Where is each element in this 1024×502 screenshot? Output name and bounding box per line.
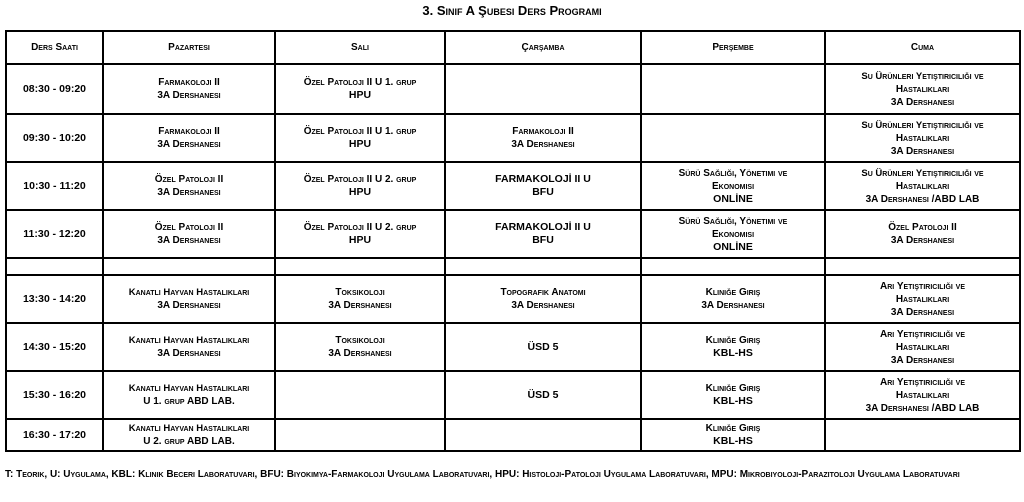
class-line: Farmakoloji II [512, 126, 574, 137]
class-line: ÜSD 5 [527, 388, 559, 401]
header-cell: Çarşamba [445, 31, 641, 64]
class-line: Toksikoloji [335, 335, 385, 346]
table-row [6, 258, 1020, 275]
class-cell [641, 114, 825, 162]
time-cell: 14:30 - 15:20 [6, 323, 103, 371]
class-line: 3A Dershanesi [328, 348, 392, 359]
time-cell: 15:30 - 16:20 [6, 371, 103, 419]
class-line: Özel Patoloji II [888, 222, 957, 233]
class-line: KBL-HS [713, 347, 753, 359]
class-cell [641, 162, 825, 210]
class-line: 3A Dershanesi [890, 145, 955, 157]
class-cell [445, 162, 641, 210]
class-line: HPU [348, 138, 372, 150]
class-cell [275, 64, 445, 114]
class-line: Kliniğe Giriş [705, 423, 761, 434]
class-cell [103, 114, 275, 162]
class-line: BFU [532, 186, 554, 198]
class-cell [641, 419, 825, 451]
class-cell [103, 419, 275, 451]
class-line: Kliniğe Giriş [705, 383, 761, 394]
table-row [6, 371, 1020, 419]
class-cell [275, 419, 445, 451]
class-cell [825, 114, 1020, 162]
class-cell [275, 162, 445, 210]
class-line: ONLİNE [713, 240, 753, 253]
class-cell [825, 210, 1020, 258]
class-line: 3A Dershanesi [157, 300, 221, 311]
class-line: 3A Dershanesi [157, 90, 221, 101]
class-line: Arı Yetiştiriciliği ve [880, 328, 965, 340]
class-line: Su Ürünleri Yetiştiriciliği ve [861, 70, 984, 82]
class-cell [641, 323, 825, 371]
class-line: Kliniğe Giriş [705, 335, 761, 346]
class-line: Hastalıkları [895, 293, 950, 305]
class-line: 3A Dershanesi [890, 354, 955, 366]
class-cell [825, 419, 1020, 451]
class-cell [445, 114, 641, 162]
class-cell [103, 64, 275, 114]
class-line: 3A Dershanesi [890, 96, 955, 108]
class-line: KBL-HS [713, 435, 753, 447]
table-row [6, 162, 1020, 210]
class-line: HPU [348, 234, 372, 246]
class-cell [825, 258, 1020, 275]
class-cell [641, 371, 825, 419]
class-line: Kanatlı Hayvan Hastalıkları [128, 423, 250, 434]
class-line: Özel Patoloji II [154, 222, 224, 233]
class-line: 3A Dershanesi [890, 235, 955, 246]
header-cell: Ders Saati [6, 31, 103, 64]
class-cell [103, 210, 275, 258]
class-line: Arı Yetiştiriciliği ve [880, 376, 965, 388]
class-cell [825, 64, 1020, 114]
class-line: HPU [348, 186, 372, 198]
class-line: 3A Dershanesi [328, 300, 392, 311]
class-line: Ekonomisi [711, 228, 755, 240]
table-row [6, 275, 1020, 323]
time-cell: 11:30 - 12:20 [6, 210, 103, 258]
time-cell: 10:30 - 11:20 [6, 162, 103, 210]
class-line: Su Ürünleri Yetiştiriciliği ve [861, 119, 984, 131]
header-cell: Pazartesi [103, 31, 275, 64]
class-cell [825, 323, 1020, 371]
class-line: 3A Dershanesi /ABD LAB [865, 402, 980, 414]
class-line: Özel Patoloji II U 2. grup [303, 174, 417, 185]
time-cell: 09:30 - 10:20 [6, 114, 103, 162]
class-line: Özel Patoloji II [154, 174, 224, 185]
class-line: Kanatlı Hayvan Hastalıkları [128, 383, 250, 394]
class-line: 3A Dershanesi /ABD LAB [865, 193, 980, 205]
class-line: Sürü Sağlığı, Yönetimi ve [678, 167, 788, 179]
class-cell [445, 64, 641, 114]
class-cell [825, 162, 1020, 210]
class-line: 3A Dershanesi [157, 235, 221, 246]
class-line: Hastalıkları [895, 180, 950, 192]
schedule-table [5, 30, 1021, 452]
class-line: Arı Yetiştiriciliği ve [880, 280, 965, 292]
class-cell [275, 258, 445, 275]
class-line: Kliniğe Giriş [705, 287, 761, 298]
class-cell [445, 275, 641, 323]
class-line: Özel Patoloji II U 2. grup [303, 222, 417, 233]
class-line: Toksikoloji [335, 287, 385, 298]
class-line: Hastalıkları [895, 341, 950, 353]
class-cell [103, 258, 275, 275]
class-line: Farmakoloji II [158, 77, 220, 88]
class-line: HPU [348, 89, 372, 101]
class-line: Kanatlı Hayvan Hastalıkları [128, 335, 250, 346]
class-cell [825, 371, 1020, 419]
page-title: 3. Sınıf A Şubesi Ders Programı [422, 3, 602, 18]
class-cell [103, 371, 275, 419]
header-cell: Salı [275, 31, 445, 64]
class-line: FARMAKOLOJİ II U [495, 221, 591, 233]
class-line: Su Ürünleri Yetiştiriciliği ve [861, 167, 984, 179]
class-line: Kanatlı Hayvan Hastalıkları [128, 287, 250, 298]
class-line: U 2. grup ABD LAB. [143, 436, 235, 447]
time-cell [6, 258, 103, 275]
class-line: 3A Dershanesi [511, 300, 575, 311]
class-cell [445, 258, 641, 275]
class-cell [103, 323, 275, 371]
class-line: 3A Dershanesi [157, 139, 221, 150]
header-row [6, 31, 1020, 64]
time-cell: 08:30 - 09:20 [6, 64, 103, 114]
class-cell [103, 162, 275, 210]
class-cell [275, 371, 445, 419]
class-cell [275, 323, 445, 371]
time-cell: 16:30 - 17:20 [6, 419, 103, 451]
class-cell [641, 64, 825, 114]
class-line: U 1. grup ABD LAB. [143, 396, 235, 407]
table-row [6, 114, 1020, 162]
class-line: 3A Dershanesi [157, 187, 221, 198]
header-cell: Cuma [825, 31, 1020, 64]
class-cell [275, 210, 445, 258]
class-line: 3A Dershanesi [511, 139, 575, 150]
class-line: 3A Dershanesi [701, 300, 765, 311]
class-line: ÜSD 5 [527, 340, 559, 353]
class-cell [445, 323, 641, 371]
class-line: Özel Patoloji II U 1. grup [303, 126, 417, 137]
class-line: KBL-HS [713, 395, 753, 407]
class-cell [275, 114, 445, 162]
class-line: FARMAKOLOJİ II U [495, 173, 591, 185]
class-line: Hastalıkları [895, 389, 950, 401]
class-cell [445, 419, 641, 451]
class-line: 3A Dershanesi [157, 348, 221, 359]
class-cell [445, 210, 641, 258]
class-cell [641, 275, 825, 323]
class-cell [275, 275, 445, 323]
class-line: BFU [532, 234, 554, 246]
class-line: 3A Dershanesi [890, 306, 955, 318]
class-line: Sürü Sağlığı, Yönetimi ve [678, 215, 788, 227]
class-line: Hastalıkları [895, 132, 950, 144]
table-row [6, 210, 1020, 258]
table-row [6, 64, 1020, 114]
class-cell [641, 258, 825, 275]
class-cell [641, 210, 825, 258]
class-cell [825, 275, 1020, 323]
header-cell: Perşembe [641, 31, 825, 64]
class-line: Farmakoloji II [158, 126, 220, 137]
legend: T: Teorik, U: Uygulama, KBL: Klinik Beceri Laboratuvarı, BFU: Biyokimya-Farmakoloji Uygulama Laboratuvarı, HPU: Histoloji-Patoloji Uygulama Laboratuvarı, MPU: Mikrobiyoloji-Parazitoloji Uygulama Laboratuvarı [5, 469, 960, 480]
table-row [6, 323, 1020, 371]
class-line: Ekonomisi [711, 180, 755, 192]
class-line: ONLİNE [713, 192, 753, 205]
class-cell [445, 371, 641, 419]
class-line: Özel Patoloji II U 1. grup [303, 77, 417, 88]
class-line: Topografik Anatomi [500, 287, 586, 298]
class-line: Hastalıkları [895, 83, 950, 95]
table-row [6, 419, 1020, 451]
class-cell [103, 275, 275, 323]
time-cell: 13:30 - 14:20 [6, 275, 103, 323]
